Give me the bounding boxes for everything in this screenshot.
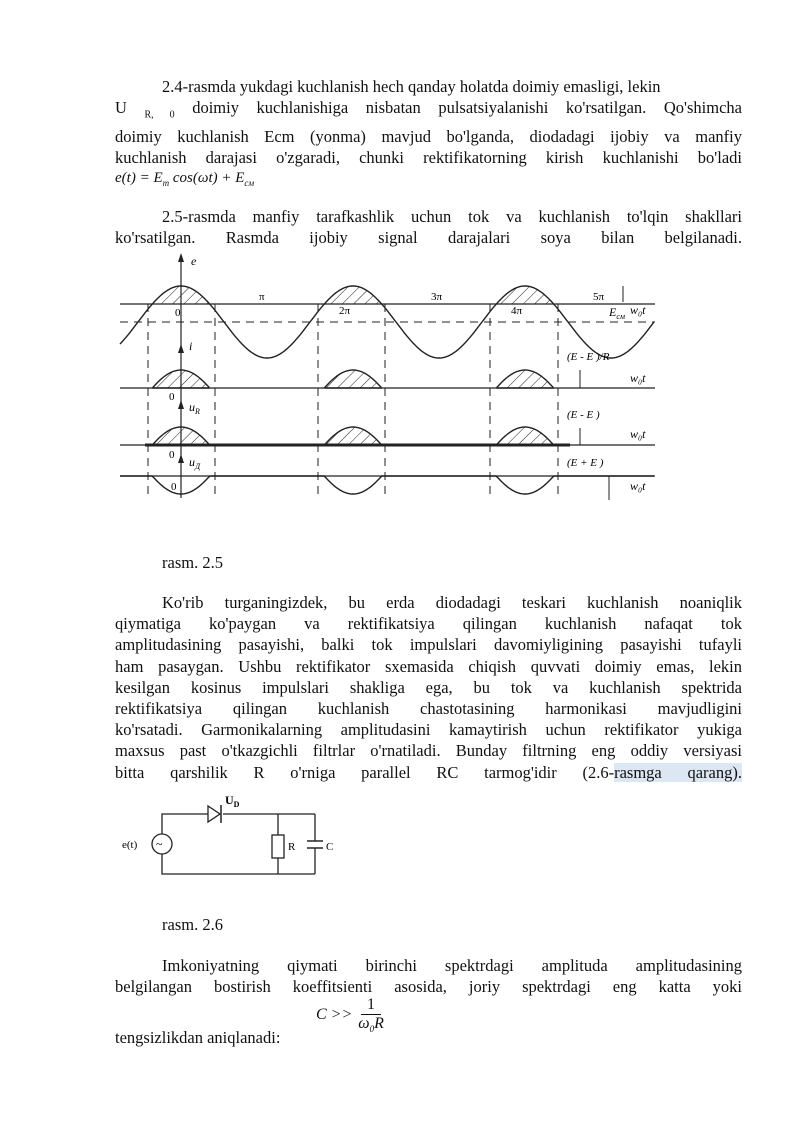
- ac-tilde: ~: [156, 837, 163, 851]
- text-line: Ko'rib turganingizdek, bu erda diodadagi teskari kuchlanish noaniqlik: [162, 593, 742, 612]
- text-line: 2.4-rasmda yukdagi kuchlanish hech qanday holatda doimiy emasligi, lekin: [162, 77, 661, 96]
- text-line: rektifikatsiya qilingan kuchlanish chastotasining harmonikasi mavjudligini: [115, 699, 742, 719]
- dashed-guides: [148, 304, 558, 498]
- label-e: e: [191, 254, 197, 268]
- text-line: ko'rsatadi. Garmonikalarning amplitudasini kamaytirish uchun rektifikator yukiga: [115, 720, 742, 740]
- label-4pi: 4π: [511, 305, 523, 317]
- label-zero: 0: [169, 391, 175, 403]
- label-zero: 0: [171, 481, 177, 493]
- label-zero: 0: [175, 307, 181, 319]
- text-line: maxsus past o'tkazgichli filtrlar o'rnatiladi. Bunday filtrning eng oddiy versiyasi: [115, 741, 742, 761]
- label-w0t-2: w₀t: [630, 371, 646, 385]
- axis-arrow: [178, 454, 184, 463]
- label-ud: $U_D$: [225, 793, 240, 809]
- figure-caption-2-5: rasm. 2.5: [162, 553, 223, 572]
- paragraph-2: [115, 206, 742, 248]
- label-2pi: 2π: [339, 305, 351, 317]
- text-line: qiymatiga ko'paygan va rektifikatsiya qilingan kuchlanish nafaqat tok: [115, 614, 742, 634]
- text-line: kuchlanish darajasi o'zgaradi, chunki rektifikatorning kirish kuchlanishi bo'ladi: [115, 147, 742, 167]
- paragraph-1: [115, 76, 742, 194]
- formula-sub: m: [162, 178, 170, 189]
- paragraph-3: [115, 592, 742, 783]
- formula-sub: cм: [244, 178, 255, 189]
- waveform-figure: [115, 248, 675, 503]
- text-line: [115, 762, 742, 783]
- subscript-r0: R, 0: [144, 109, 175, 121]
- text-line: belgilangan bostirish koeffitsienti asosida, joriy spektrdagi eng katta yoki: [115, 977, 742, 997]
- label-source: e(t): [122, 839, 138, 851]
- figure-caption-2-6: rasm. 2.6: [162, 915, 223, 934]
- wave-ud: [120, 476, 654, 494]
- label-w0t-3: w₀t: [630, 427, 646, 441]
- text-line: [115, 97, 742, 126]
- text-fragment: bitta qarshilik R o'rniga parallel RC tarmog'idir (2.6-: [115, 762, 615, 782]
- fraction-numerator: 1: [361, 996, 381, 1015]
- current-pulses: [153, 370, 553, 388]
- text-line: doimiy kuchlanish Ecm (yonma) mavjud bo'lganda, diodadagi ijobiy va manfiy: [115, 126, 742, 146]
- label-i: i: [189, 339, 193, 353]
- label-ecm: $E_{cм}$: [609, 305, 625, 321]
- label-3pi: 3π: [431, 291, 443, 303]
- formula-part: cos(ωt) + E: [169, 170, 245, 187]
- paragraph-4-end: [115, 1027, 742, 1048]
- label-zero: 0: [169, 449, 175, 461]
- axis-arrow: [178, 400, 184, 409]
- formula-part: e(t) = E: [115, 170, 163, 187]
- ur-pulses: [153, 427, 553, 445]
- label-w0t-4: w₀t: [630, 479, 646, 493]
- text-line: Imkoniyatning qiymati birinchi spektrdagi amplituda amplitudasining: [162, 956, 742, 975]
- formula-sub: 0: [369, 1024, 375, 1035]
- rc-circuit-diagram: [120, 790, 360, 885]
- diode-icon: [205, 805, 221, 823]
- label-ud: $u_Д$: [189, 455, 201, 471]
- text-line: amplitudasining pasayishi, balki tok impulslari davomiyligining pasayishi tufayli: [115, 635, 742, 655]
- label-w0t-1: w₀t: [630, 303, 646, 317]
- capacitor-icon: [307, 841, 323, 848]
- text-line: ham pasaygan. Ushbu rektifikator sxemasida chiqish quvvati doimiy emas, lekin: [115, 656, 742, 676]
- axis-arrow: [178, 344, 184, 353]
- hatch-e: [153, 286, 553, 304]
- text-line: 2.5-rasmda manfiy tarafkashlik uchun tok va kuchlanish to'lqin shakllari: [162, 207, 742, 226]
- text-line: ko'rsatilgan. Rasmda ijobiy signal darajalari soya bilan belgilanadi.: [115, 228, 742, 248]
- text-line: tengsizlikdan aniqlanadi:: [115, 1028, 281, 1047]
- symbol-u: U: [115, 98, 127, 118]
- label-r: R: [288, 841, 296, 853]
- resistor-icon: [272, 835, 284, 858]
- label-ur-amp: (E - E ): [567, 409, 600, 421]
- text-line: kesilgan kosinus impulslari shakliga ega, bu tok va kuchlanish spektrida: [115, 677, 742, 697]
- highlighted-text: rasmga qarang).: [614, 762, 742, 782]
- formula-part: R: [374, 1015, 384, 1032]
- label-i-amp: (E - E )/R: [567, 351, 610, 363]
- formula-part: ω: [358, 1015, 370, 1032]
- paragraph-4: [115, 955, 742, 997]
- formula-lhs: C >>: [316, 1006, 353, 1024]
- label-ur: $u_R$: [189, 400, 200, 416]
- formula-e-t: [115, 168, 742, 194]
- label-c: C: [326, 841, 334, 853]
- label-ud-amp: (E + E ): [567, 457, 604, 469]
- label-pi: π: [259, 291, 265, 303]
- axis-arrow: [178, 253, 184, 262]
- text-fragment: doimiy kuchlanishiga nisbatan pulsatsiyalanishi ko'rsatilgan. Qo'shimcha: [192, 98, 742, 118]
- label-5pi: 5π: [593, 291, 605, 303]
